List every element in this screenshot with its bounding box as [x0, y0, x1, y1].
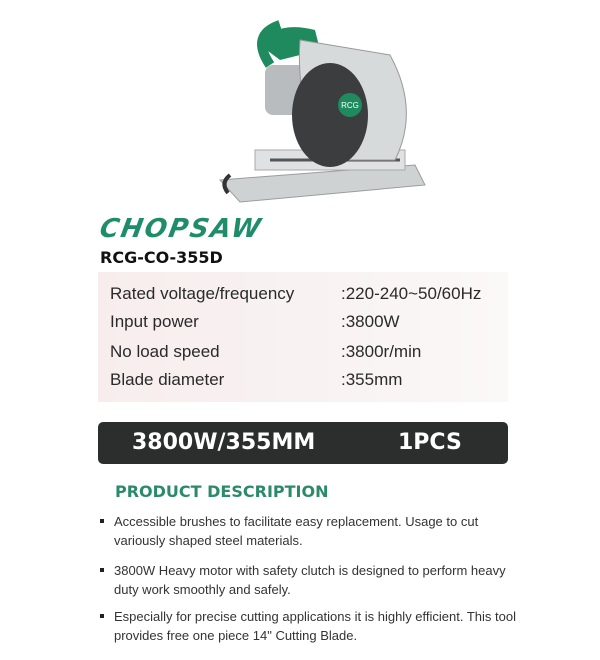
spec-label: Blade diameter	[110, 370, 225, 389]
description-bullet	[98, 607, 528, 645]
bullet-icon	[100, 614, 104, 618]
spec-label: Input power	[110, 312, 199, 331]
spec-table	[98, 272, 508, 402]
chopsaw-product-image	[180, 10, 440, 210]
bullet-text: Especially for precise cutting applications it is highly efficient. This tool provides free one piece 14" Cutting Blade.	[114, 609, 516, 643]
bullet-icon	[100, 568, 104, 572]
spec-banner	[98, 422, 508, 464]
brand-logo: RCG	[341, 101, 359, 110]
spec-value: :3800W	[341, 312, 400, 331]
spec-value: :355mm	[341, 370, 403, 389]
description-bullet	[98, 512, 528, 550]
spec-value: :220-240~50/60Hz	[341, 284, 482, 303]
product-title: CHOPSAW	[97, 214, 265, 244]
spec-label: No load speed	[110, 342, 220, 361]
banner-spec: 3800W/355MM	[132, 430, 316, 455]
spec-value: :3800r/min	[341, 342, 422, 361]
product-model: RCG-CO-355D	[100, 248, 223, 267]
bullet-text: 3800W Heavy motor with safety clutch is designed to perform heavy duty work smoothly and safely.	[114, 563, 506, 597]
banner-quantity: 1PCS	[398, 430, 462, 455]
bullet-icon	[100, 519, 104, 523]
bullet-text: Accessible brushes to facilitate easy replacement. Usage to cut variously shaped steel materials.	[114, 514, 479, 548]
spec-label: Rated voltage/frequency	[110, 284, 295, 303]
description-heading: PRODUCT DESCRIPTION	[115, 482, 329, 501]
description-bullet	[98, 561, 528, 599]
